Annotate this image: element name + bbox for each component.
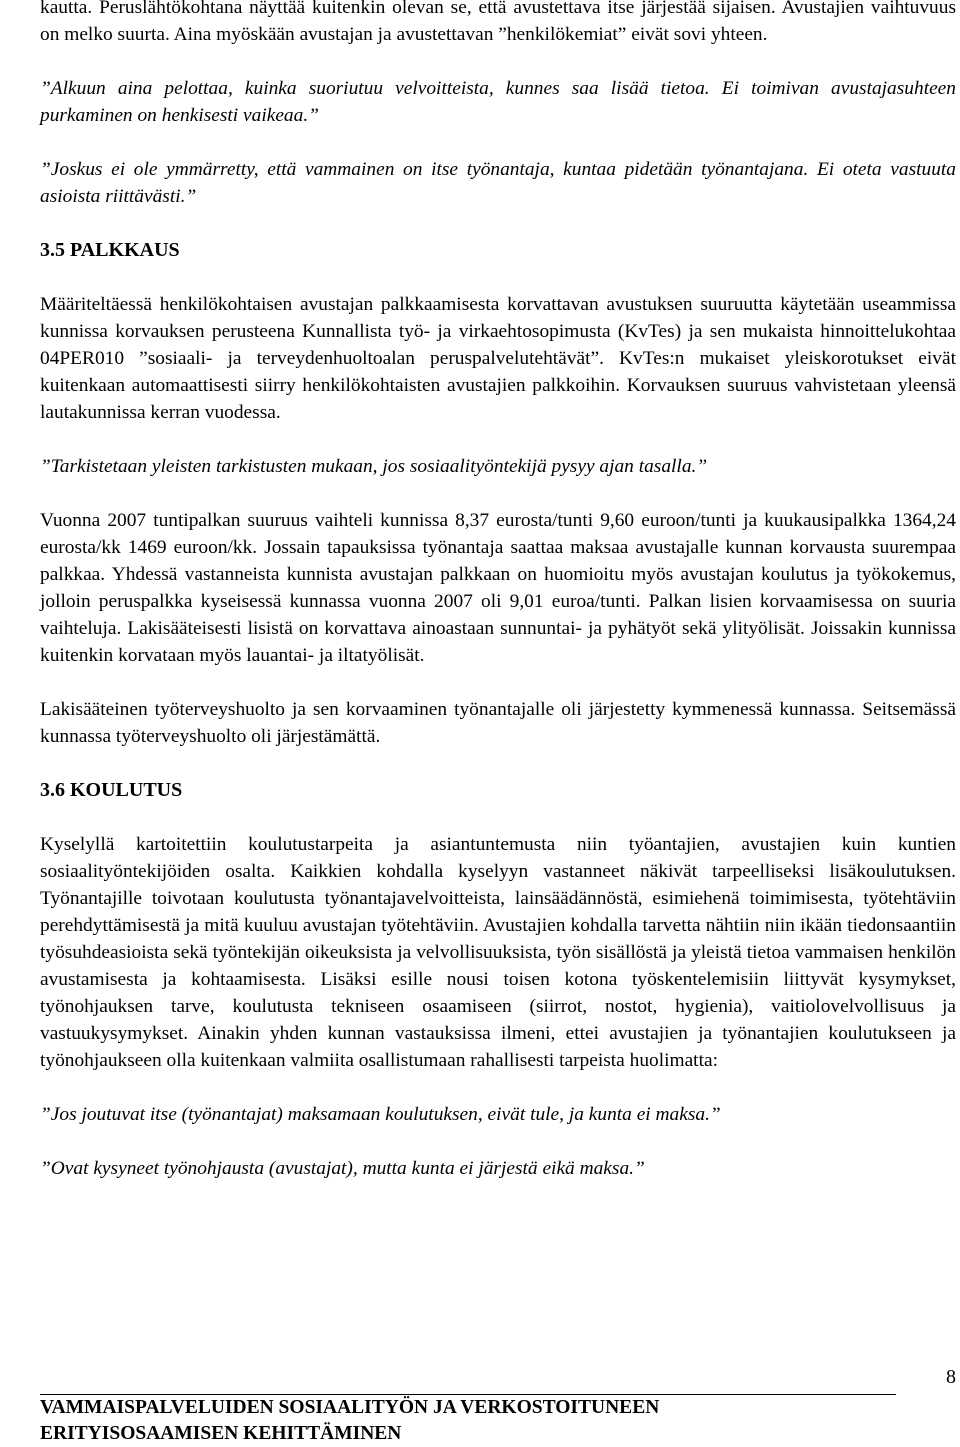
paragraph: Kyselyllä kartoitettiin koulutustarpeita ja asiantuntemusta niin työantajien, avustajien kuin kuntien sosiaalityöntekijöiden osalta. Kaikkien kohdalla kyselyyn vastanneet näkivät tarpeelliseksi lisäkoulutuksen. Työnantajille toivotaan koulutusta työnantajavelvoitteista, lainsäädännöstä, esimiehenä toimimisesta, työtehtäviin perehdyttämisestä ja mitä kuuluu avustajan työtehtäviin. Avustajien kohdalla tarvetta nähtiin niin ikään tiedonsaantiin työsuhdeasioista sekä työntekijän oikeuksista ja velvollisuuksista, työn sisällöstä ja yleistä tietoa vammaisen henkilön avustamisesta ja kohtaamisesta. Lisäksi esille nousi toisen kotona työskentelemisiin liittyvät kysymykset, työnohjauksen tarve, koulutusta tekniseen osaamiseen (siirrot, nostot, hygienia), vaitiolovelvollisuus ja vastuukysymykset. Ainakin yhden kunnan vastauksissa ilmeni, ettei avustajien ja työnantajien koulutukseen ja työnohjaukseen olla kuitenkaan valmiita osallistumaan rahallisesti tarpeista huolimatta: <box>40 834 956 1071</box>
section-heading: 3.5 PALKKAUS <box>40 239 180 261</box>
quote-paragraph: ”Joskus ei ole ymmärretty, että vammainen on itse työnantaja, kuntaa pidetään työnantajana. Ei oteta vastuuta asioista riittävästi.” <box>40 159 956 207</box>
page-footer <box>40 1394 896 1447</box>
footer-line: VAMMAISPALVELUIDEN SOSIAALITYÖN JA VERKOSTOITUNEEN <box>40 1397 660 1418</box>
quote-paragraph: ”Alkuun aina pelottaa, kuinka suoriutuu velvoitteista, kunnes saa lisää tietoa. Ei toimivan avustajasuhteen purkaminen on henkisesti vaikeaa.” <box>40 78 956 126</box>
paragraph: Määriteltäessä henkilökohtaisen avustajan palkkaamisesta korvattavan avustuksen suuruutta käytetään useammissa kunnissa korvauksen perusteena Kunnallista työ- ja virkaehtosopimusta (KvTes) ja sen mukaista hinnoittelukohtaa 04PER010 ”sosiaali- ja terveydenhuoltoalan peruspalvelutehtävät”. KvTes:n mukaiset yleiskorotukset eivät kuitenkaan automaattisesti siirry henkilökohtaisten avustajien palkkoihin. Korvauksen suuruus vahvistetaan yleensä lautakunnissa kerran vuodessa. <box>40 294 956 423</box>
footer-line: ERITYISOSAAMISEN KEHITTÄMINEN <box>40 1423 402 1444</box>
quote-paragraph: ”Ovat kysyneet työnohjausta (avustajat), mutta kunta ei järjestä eikä maksa.” <box>40 1158 645 1179</box>
paragraph: Vuonna 2007 tuntipalkan suuruus vaihteli kunnissa 8,37 eurosta/tunti 9,60 euroon/tunti ja kuukausipalkka 1364,24 eurosta/kk 1469 euroon/kk. Jossain tapauksissa työnantaja saattaa maksaa avustajalle kunnan korvausta suurempaa palkkaa. Yhdessä vastanneista kunnista avustajan palkkaan on huomioitu myös avustajan koulutus ja työkokemus, jolloin peruspalkka kyseisessä kunnassa vuonna 2007 oli 9,01 euroa/tunti. Palkan lisien korvaamisessa on suuria vaihteluja. Lakisääteisesti lisistä on korvattava ainoastaan sunnuntai- ja pyhätyöt sekä ylityölisät. Joissakin kunnissa kuitenkin korvataan myös lauantai- ja iltatyölisät. <box>40 510 956 666</box>
paragraph: Lakisääteinen työterveyshuolto ja sen korvaaminen työnantajalle oli järjestetty kymmenessä kunnassa. Seitsemässä kunnassa työterveyshuolto oli järjestämättä. <box>40 699 956 747</box>
section-heading: 3.6 KOULUTUS <box>40 779 183 801</box>
page-number: 8 <box>946 1366 956 1388</box>
document-page <box>40 0 956 1182</box>
quote-paragraph: ”Jos joutuvat itse (työnantajat) maksamaan koulutuksen, eivät tule, ja kunta ei maksa.” <box>40 1104 721 1125</box>
paragraph-intro: kautta. Peruslähtökohtana näyttää kuitenkin olevan se, että avustettava itse järjestää sijaisen. Avustajien vaihtuvuus on melko suurta. Aina myöskään avustajan ja avustettavan ”henkilökemiat” eivät sovi yhteen. <box>40 0 956 45</box>
quote-paragraph: ”Tarkistetaan yleisten tarkistusten mukaan, jos sosiaalityöntekijä pysyy ajan tasalla.” <box>40 456 708 477</box>
